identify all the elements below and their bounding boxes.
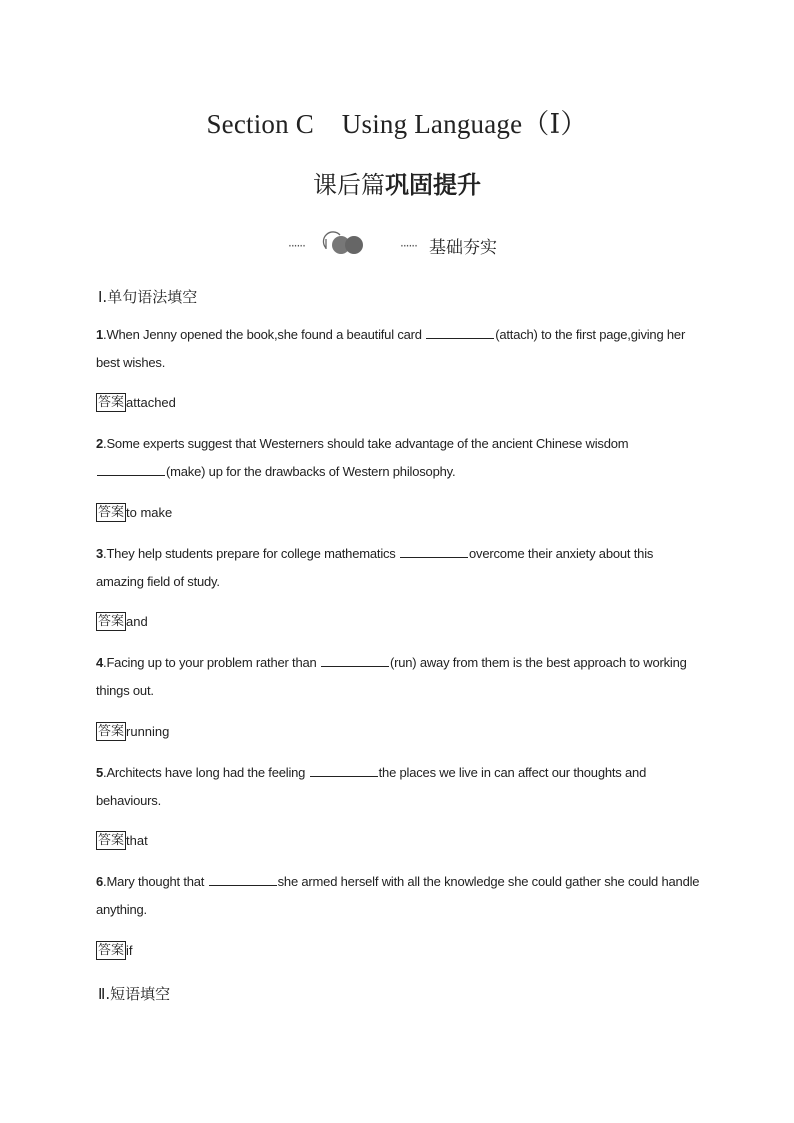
subtitle-normal: 课后篇 (313, 171, 385, 199)
answer-label: 答案 (98, 833, 125, 848)
answer-label: 答案 (98, 943, 125, 958)
answer-value: attached (126, 395, 176, 410)
answer-5 (96, 831, 148, 850)
question-text-after: she armed herself with all the knowledge she could gather she could handle anything. (96, 874, 700, 917)
question-3 (96, 540, 700, 596)
answer-value: running (126, 724, 170, 739)
answer-value: if (126, 943, 133, 958)
answer-label: 答案 (98, 724, 125, 739)
divider-dots-left: ······ (288, 239, 305, 253)
answer-blank (97, 462, 165, 476)
question-text: .Some experts suggest that Westerners should take advantage of the ancient Chinese wisdom (103, 436, 629, 451)
section-heading-phrases: Ⅱ.短语填空 (98, 985, 171, 1003)
question-2 (96, 430, 700, 486)
answer-value: and (126, 614, 148, 629)
question-text-after: overcome their anxiety about this amazing field of study. (96, 546, 654, 589)
question-text: .Mary thought that (103, 874, 208, 889)
answer-blank (426, 325, 494, 339)
answer-label: 答案 (98, 614, 125, 629)
section-heading-grammar: Ⅰ.单句语法填空 (98, 288, 198, 306)
answer-blank (209, 872, 277, 886)
answer-label: 答案 (98, 395, 125, 410)
answer-blank (321, 653, 389, 667)
answer-4 (96, 722, 169, 741)
section-divider (288, 228, 528, 258)
question-text-after: the places we live in can affect our thoughts and behaviours. (96, 765, 647, 808)
question-5 (96, 759, 700, 815)
question-text: .Facing up to your problem rather than (103, 655, 320, 670)
question-4 (96, 649, 700, 705)
answer-2 (96, 503, 172, 522)
page-title: Section C Using Language（Ⅰ） (206, 109, 588, 139)
question-number: 3 (96, 546, 104, 561)
double-circle-badge-icon (320, 230, 370, 256)
question-number: 4 (96, 655, 104, 670)
question-number: 1 (96, 327, 104, 342)
question-text-after: (make) up for the drawbacks of Western philosophy. (166, 464, 456, 479)
answer-3 (96, 612, 148, 631)
question-number: 5 (96, 765, 104, 780)
divider-dots-right: ······ (400, 239, 417, 253)
section-tag: 基础夯实 (429, 238, 497, 258)
subtitle-bold: 巩固提升 (385, 171, 481, 199)
answer-1 (96, 393, 176, 412)
answer-label: 答案 (98, 505, 125, 520)
question-text: .Architects have long had the feeling (103, 765, 309, 780)
question-text: .When Jenny opened the book,she found a beautiful card (103, 327, 426, 342)
answer-value: to make (126, 505, 173, 520)
question-1 (96, 321, 700, 377)
question-text-after: (run) away from them is the best approach to working things out. (96, 655, 687, 698)
answer-value: that (126, 833, 148, 848)
question-number: 6 (96, 874, 104, 889)
answer-blank (310, 763, 378, 777)
question-text: .They help students prepare for college mathematics (103, 546, 400, 561)
page-subtitle (0, 165, 794, 200)
question-number: 2 (96, 436, 104, 451)
answer-blank (400, 544, 468, 558)
answer-6 (96, 941, 133, 960)
question-text-after: (attach) to the first page,giving her best wishes. (96, 327, 686, 370)
question-6 (96, 868, 700, 924)
